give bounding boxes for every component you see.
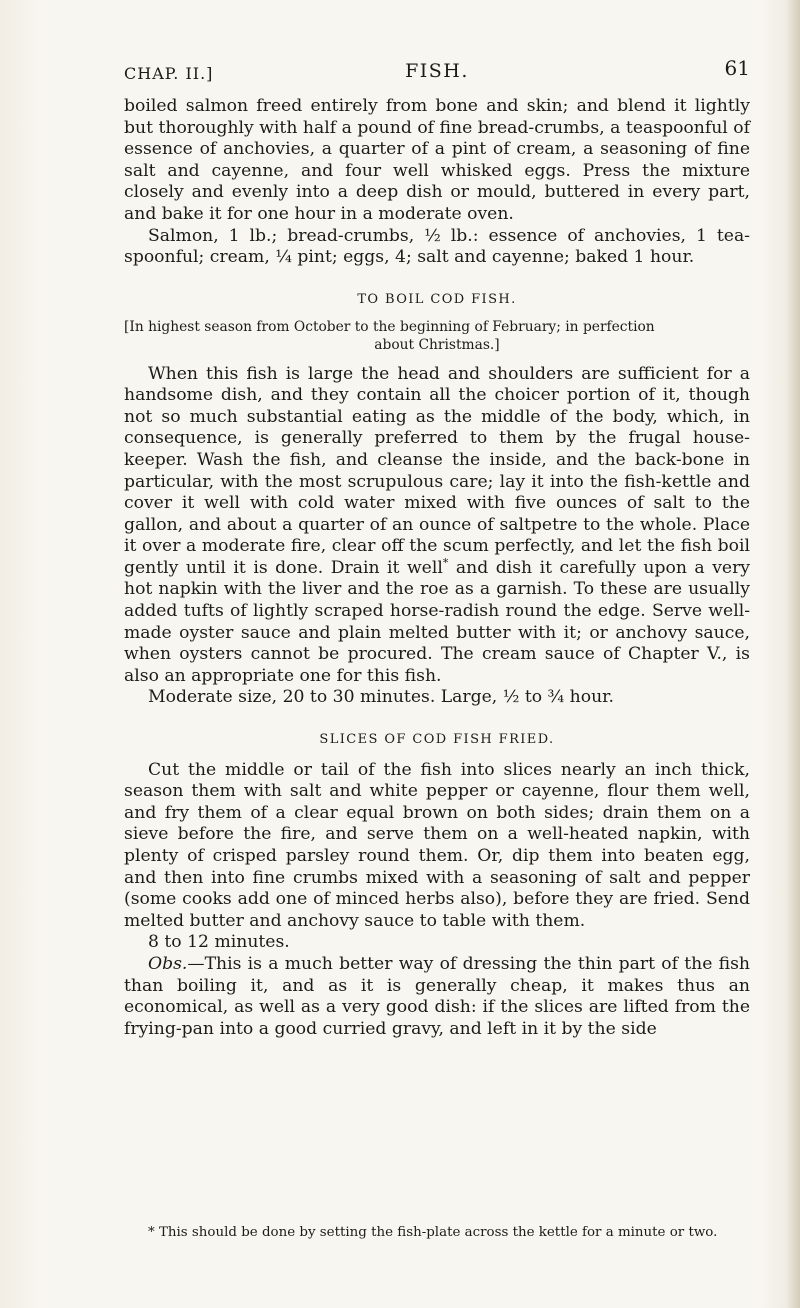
- obs-text: —This is a much better way of dressing the thin part of the fish than boiling it, and as it is generally cheap, it makes thus an economical, as well as a very good dish: if the slices are lifted from the frying-pan into a good curried gravy, and left in it by the side: [124, 953, 750, 1039]
- obs-label: Obs.: [148, 953, 188, 974]
- boil-cod-text-a: When this fish is large the head and shoulders are sufficient for a handsome dish, and they contain all the choicer portion of it, though not so much substantial eating as the middle of the body, which, in consequence, is generally preferred to them by the frugal house-keeper. Wash the fish, and cleanse the inside, and the back-bone in particular, with the most scrupulous care; lay it into the fish-kettle and cover it well with cold water mixed with five ounces of salt to the gallon, and about a quarter of an ounce of saltpetre to the whole. Place it over a moderate fire, clear off the scum perfectly, and let the fish boil gently until it is done. Drain it well: [124, 363, 750, 578]
- paragraph-continued: boiled salmon freed entirely from bone and skin; and blend it lightly but thoroughly with half a pound of fine bread-crumbs, a teaspoonful of essence of anchovies, a quarter of a pint of cream, a seasoning of fine salt and cayenne, and four well whisked eggs. Press the mixture closely and evenly into a deep dish or mould, buttered in every part, and bake it for one hour in a moderate oven.: [124, 96, 750, 224]
- chapter-label: CHAP. II.]: [124, 64, 214, 83]
- boil-cod-instructions: [124, 364, 750, 688]
- season-note-line2: about Christmas.]: [374, 336, 500, 353]
- ingredients-summary: Salmon, 1 lb.; bread-crumbs, ½ lb.: essence of anchovies, 1 tea-spoonful; cream, ¼ pint; eggs, 4; salt and cayenne; baked 1 hour.: [124, 225, 750, 268]
- page-number: 61: [724, 56, 750, 80]
- footnote-reference: *: [442, 556, 449, 570]
- slices-cod-timing: 8 to 12 minutes.: [148, 932, 290, 953]
- section-heading-slices-cod: SLICES OF COD FISH FRIED.: [319, 732, 555, 748]
- footnote-line: [124, 1224, 750, 1241]
- section-heading-boil-cod: TO BOIL COD FISH.: [357, 291, 517, 307]
- running-header: [124, 52, 750, 86]
- page-body: [124, 96, 750, 1040]
- page-title: FISH.: [405, 60, 469, 82]
- page-edge-shadow: [786, 0, 800, 1308]
- footnote-text: This should be done by setting the fish-plate across the kettle for a minute or two.: [154, 1225, 718, 1240]
- footnote-marker: *: [148, 1225, 155, 1240]
- boil-cod-text-b: and dish it carefully upon a very hot napkin with the liver and the roe as a garnish. To these are usually added tufts of lightly scraped horse-radish round the edge. Serve well-made oyster sauce and plain melted butter with it; or anchovy sauce, when oysters cannot be procured. The cream sauce of Chapter V., is also an appropriate one for this fish.: [124, 557, 750, 686]
- boil-cod-timing: Moderate size, 20 to 30 minutes. Large, ½ to ¾ hour.: [148, 687, 614, 708]
- season-note-line1: [In highest season from October to the beginning of February; in perfection: [124, 319, 655, 336]
- observation-paragraph: [124, 954, 750, 1040]
- footnote: [124, 1224, 750, 1241]
- slices-cod-instructions: Cut the middle or tail of the fish into slices nearly an inch thick, season them with salt and white pepper or cayenne, flour them well, and fry them of a clear equal brown on both sides; drain them on a sieve before the fire, and serve them on a well-heated napkin, with plenty of crisped parsley round them. Or, dip them into beaten egg, and then into fine crumbs mixed with a seasoning of salt and pepper (some cooks add one of minced herbs also), before they are fried. Send melted butter and anchovy sauce to table with them.: [124, 759, 750, 931]
- season-note: [124, 319, 750, 354]
